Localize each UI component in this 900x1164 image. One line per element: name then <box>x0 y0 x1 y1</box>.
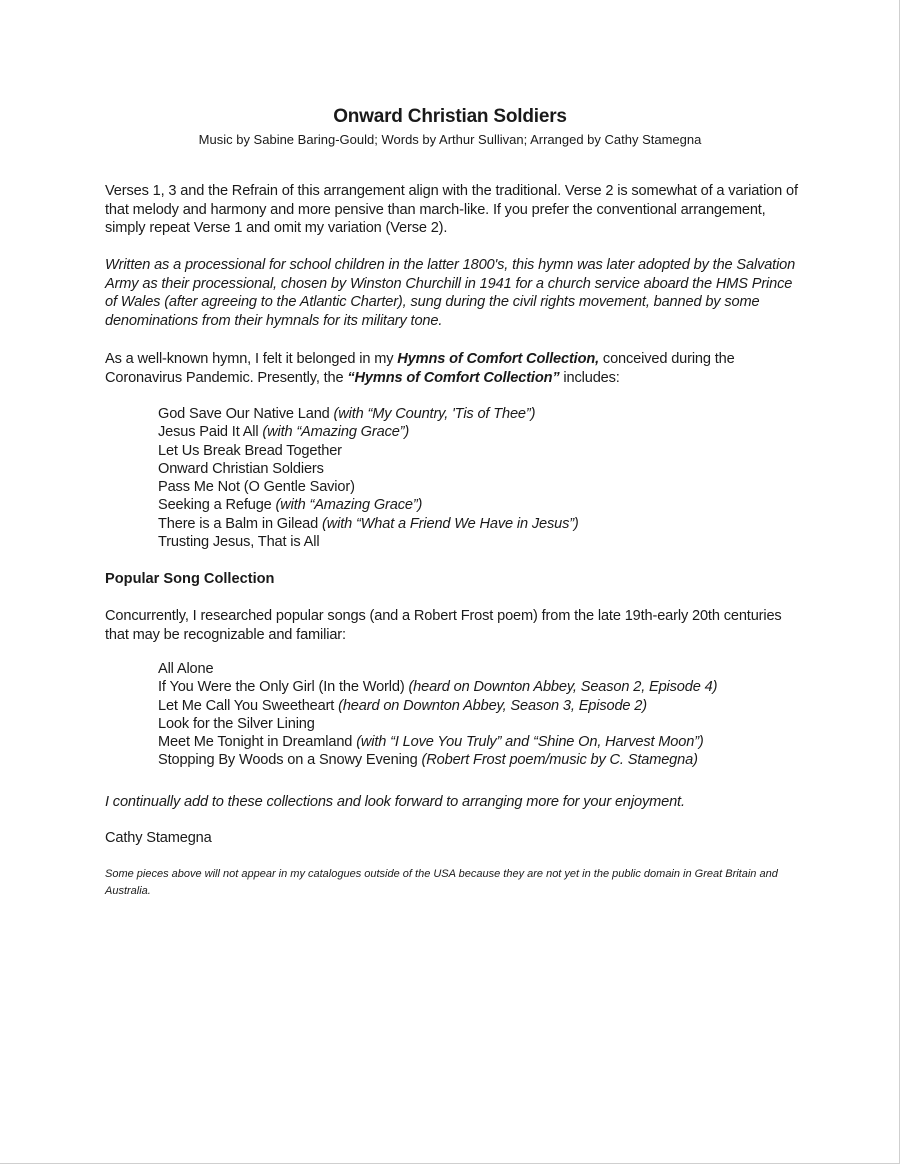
footnote: Some pieces above will not appear in my catalogues outside of the USA because they are not yet in the public domain in Great Britain and Australia. <box>105 868 778 897</box>
list-item: Trusting Jesus, That is All <box>158 534 320 551</box>
intro-paragraph <box>105 182 805 238</box>
collection-name-2: “Hymns of Comfort Collection” <box>347 369 560 386</box>
list-item: There is a Balm in Gilead (with “What a Friend We Have in Jesus”) <box>158 515 579 532</box>
collection-paragraph <box>105 350 805 387</box>
page-title: Onward Christian Soldiers <box>333 106 567 127</box>
closing-text: I continually add to these collections and look forward to arranging more for your enjoyment. <box>105 794 685 810</box>
list-item: Let Me Call You Sweetheart (heard on Downton Abbey, Season 3, Episode 2) <box>158 697 647 714</box>
list-item: Meet Me Tonight in Dreamland (with “I Love You Truly” and “Shine On, Harvest Moon”) <box>158 734 704 751</box>
list-item: Onward Christian Soldiers <box>158 460 324 477</box>
list-item: Let Us Break Bread Together <box>158 442 342 459</box>
popular-intro-text: Concurrently, I researched popular songs (and a Robert Frost poem) from the late 19th-early 20th centuries that may be recognizable and familiar: <box>105 608 782 643</box>
signature <box>105 829 805 848</box>
list-item: Stopping By Woods on a Snowy Evening (Robert Frost poem/music by C. Stamegna) <box>158 752 698 769</box>
hymn-list <box>158 405 818 551</box>
list-item: Seeking a Refuge (with “Amazing Grace”) <box>158 497 423 514</box>
list-item: Pass Me Not (O Gentle Savior) <box>158 479 355 496</box>
list-item: All Alone <box>158 661 214 677</box>
closing-paragraph <box>105 793 805 812</box>
collection-text-1: As a well-known hymn, I felt it belonged in my <box>105 351 398 367</box>
list-item: Jesus Paid It All (with “Amazing Grace”) <box>158 424 410 441</box>
history-paragraph <box>105 256 805 330</box>
history-text: Written as a processional for school children in the latter 1800's, this hymn was later adopted by the Salvation Army as their processional, chosen by Winston Churchill in 1941 for a church service aboard the HMS Prince of Wales (after agreeing to the Atlantic Charter), sung during the civil rights movement, banned by some denominations from their hymnals for its military tone. <box>105 257 796 329</box>
collection-text-3: includes: <box>559 369 620 386</box>
signature-text: Cathy Stamegna <box>105 830 212 846</box>
list-item: God Save Our Native Land (with “My Country, 'Tis of Thee”) <box>158 406 536 422</box>
intro-text: Verses 1, 3 and the Refrain of this arrangement align with the traditional. Verse 2 is somewhat of a variation of that melody and harmony and more pensive than march-like. If you prefer the conventional arrangement, simply repeat Verse 1 and omit my variation (Verse 2). <box>105 183 798 236</box>
popular-intro-paragraph <box>105 607 805 644</box>
list-item: Look for the Silver Lining <box>158 715 315 732</box>
collection-text-2: conceived during the Coronavirus Pandemic. Presently, the <box>105 351 735 386</box>
collection-name-1: Hymns of Comfort Collection, <box>397 351 600 367</box>
popular-heading: Popular Song Collection <box>105 571 275 587</box>
song-list <box>158 660 818 770</box>
page-subtitle: Music by Sabine Baring-Gould; Words by Arthur Sullivan; Arranged by Cathy Stamegna <box>198 132 702 147</box>
list-item: If You Were the Only Girl (In the World) (heard on Downton Abbey, Season 2, Episode 4) <box>158 679 718 696</box>
